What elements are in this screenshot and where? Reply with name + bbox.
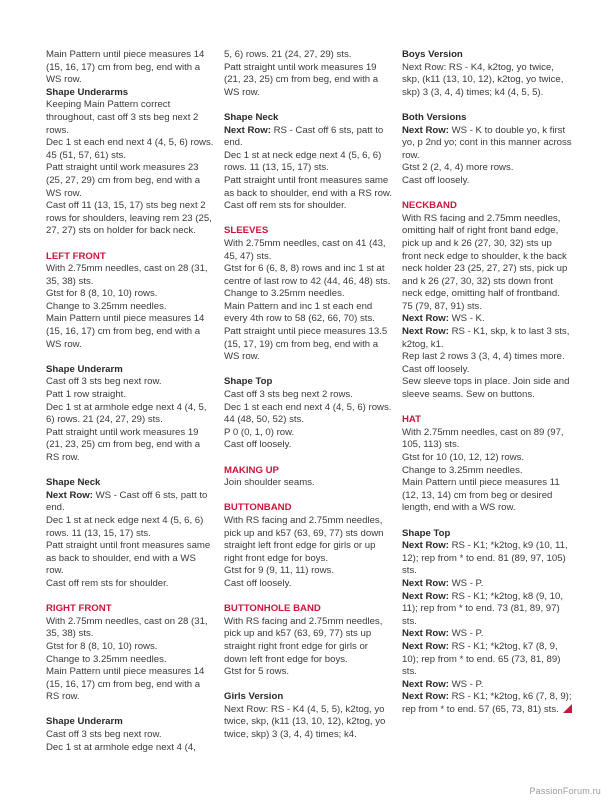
next-row-label: Next Row: <box>402 678 449 690</box>
both-versions-text-1: Next Row: WS - K to double yo, k first yo, p 2nd yo; cont in this manner across row. <box>402 124 572 161</box>
end-triangle-icon <box>563 704 572 713</box>
right-front-text-9: Next Row: RS - Cast off 6 sts, patt to end. <box>224 124 384 149</box>
heading-shape-underarm-2: Shape Underarm <box>46 716 123 728</box>
heading-shape-underarm: Shape Underarm <box>46 363 123 375</box>
hat-text-11: Next Row: RS - K1; *k2tog, k6 (7, 8, 9); rep from * to end. 57 (65, 73, 81) sts. <box>402 691 572 715</box>
sleeves-text-9: Cast off loosely. <box>224 439 292 451</box>
heading-both-versions: Both Versions <box>402 111 467 123</box>
heading-shape-underarms: Shape Underarms <box>46 86 129 98</box>
right-front-text-2: Gtst for 8 (8, 10, 10) rows. <box>46 640 158 652</box>
neckband-text-6: Sew sleeve tops in place. Join side and sleeve seams. Sew on buttons. <box>402 376 570 401</box>
neckband-text-3: Next Row: RS - K1, skp, k to last 3 sts, k2tog, k1. <box>402 326 570 350</box>
buttonband-text-1: With RS facing and 2.75mm needles, pick up and k57 (63, 69, 77) sts down straight left front edge for girls or up right front edge for boys. <box>224 514 384 564</box>
right-front-text-12: Cast off rem sts for shoulder. <box>224 200 347 212</box>
sleeves-text-3: Change to 3.25mm needles. <box>224 288 345 300</box>
heading-right-front: RIGHT FRONT <box>46 603 112 615</box>
sleeves-text-5: Patt straight until piece measures 13.5 (15, 17, 19) cm from beg, end with a WS row. <box>224 326 388 363</box>
hat-text-8: Next Row: WS - P. <box>402 628 484 640</box>
left-front-text-8: Patt straight until work measures 19 (21, 23, 25) cm from beg, end with a RS row. <box>46 426 201 463</box>
heading-neckband: NECKBAND <box>402 200 457 212</box>
buttonhole-text-2: Gtst for 5 rows. <box>224 666 290 678</box>
right-front-text-3: Change to 3.25mm needles. <box>46 653 167 665</box>
buttonhole-text-1: With RS facing and 2.75mm needles, pick up and k57 (63, 69, 77) sts up straight right front edge for girls or down left front edge for boys. <box>224 615 383 665</box>
heading-girls-version: Girls Version <box>224 691 284 703</box>
heading-making-up: MAKING UP <box>224 464 279 476</box>
left-front-text-9: Next Row: WS - Cast off 6 sts, patt to end. <box>46 489 208 514</box>
next-row-label: Next Row: <box>402 628 449 640</box>
left-front-text-12: Cast off rem sts for shoulder. <box>46 577 169 589</box>
sleeves-text-4: Main Pattern and inc 1 st each end every 4th row to 58 (62, 66, 70) sts. <box>224 300 375 325</box>
heading-shape-neck-2: Shape Neck <box>224 111 279 123</box>
heading-boys-version: Boys Version <box>402 49 463 60</box>
right-front-text-6: Dec 1 st at armhole edge next 4 (4, <box>46 741 196 753</box>
right-front-text-8: Patt straight until work measures 19 (21, 23, 25) cm from beg, end with a WS row. <box>224 61 379 98</box>
buttonband-text-2: Gtst for 9 (9, 11, 11) rows. <box>224 565 335 577</box>
right-front-text-1: With 2.75mm needles, cast on 28 (31, 35, 38) sts. <box>46 615 208 640</box>
next-row-label: Next Row: <box>224 124 271 136</box>
left-front-text-5: Cast off 3 sts beg next row. <box>46 376 162 388</box>
next-row-label: Next Row: <box>46 489 93 501</box>
right-front-text-7: 5, 6) rows. 21 (24, 27, 29) sts. <box>224 49 352 60</box>
heading-buttonhole-band: BUTTONHOLE BAND <box>224 603 321 615</box>
back-text-5: Cast off 11 (13, 15, 17) sts beg next 2 rows for shoulders, leaving rem 23 (25, 27, 27) sts on holder for back neck. <box>46 200 212 237</box>
heading-hat-shape-top: Shape Top <box>402 527 451 539</box>
heading-left-front: LEFT FRONT <box>46 250 106 262</box>
left-front-text-6: Patt 1 row straight. <box>46 389 126 401</box>
hat-text-1: With 2.75mm needles, cast on 89 (97, 105, 113) sts. <box>402 426 564 451</box>
sleeves-text-7: Dec 1 st each end next 4 (4, 5, 6) rows. 44 (48, 50, 52) sts. <box>224 401 392 426</box>
next-row-label: Next Row: <box>402 313 449 325</box>
right-front-text-10: Dec 1 st at neck edge next 4 (5, 6, 6) rows. 11 (13, 15, 17) sts. <box>224 149 382 174</box>
left-front-text-7: Dec 1 st at armhole edge next 4 (4, 5, 6) rows. 21 (24, 27, 29) sts. <box>46 401 207 426</box>
neckband-text-4: Rep last 2 rows 3 (3, 4, 4) times more. <box>402 351 565 363</box>
sleeves-text-1: With 2.75mm needles, cast on 41 (43, 45, 47) sts. <box>224 237 386 262</box>
sleeves-text-2: Gtst for 6 (6, 8, 8) rows and inc 1 st at centre of last row to 42 (44, 46, 48) sts. <box>224 263 391 287</box>
hat-text-10: Next Row: WS - P. <box>402 678 484 690</box>
hat-text-4: Main Pattern until piece measures 11 (12, 13, 14) cm from beg or desired length, end with a WS row. <box>402 477 560 514</box>
sleeves-text-8: P 0 (0, 1, 0) row. <box>224 426 295 438</box>
next-row-label: Next Row: <box>402 540 449 552</box>
left-front-text-2: Gtst for 8 (8, 10, 10) rows. <box>46 288 158 300</box>
hat-text-5: Next Row: RS - K1; *k2tog, k9 (10, 11, 12); rep from * to end. 81 (89, 97, 105) sts. <box>402 540 568 577</box>
making-up-text-1: Join shoulder seams. <box>224 477 315 489</box>
sleeves-text-6: Cast off 3 sts beg next 2 rows. <box>224 389 353 401</box>
hat-text-9: Next Row: RS - K1; *k2tog, k7 (8, 9, 10); rep from * to end. 65 (73, 81, 89) sts. <box>402 640 561 678</box>
back-text-4: Patt straight until work measures 23 (25, 27, 29) cm from beg, end with a WS row. <box>46 162 201 199</box>
neckband-text-5: Cast off loosely. <box>402 363 470 375</box>
both-versions-text-2: Gtst 2 (2, 4, 4) more rows. <box>402 162 514 174</box>
neckband-text-2: Next Row: WS - K. <box>402 313 485 325</box>
column-3 <box>402 49 572 716</box>
neckband-text-1: With RS facing and 2.75mm needles, omitting half of right front band edge, pick up and k 26 (27, 30, 32) sts up front neck edge to shoulder, k the back neck holder 23 (25, 27, 27) sts, pick up and k 26 (27, 30, 32) sts down front neck edge, omitting half of frontband. 75 (79, 87, 91) sts. <box>402 212 568 312</box>
heading-buttonband: BUTTONBAND <box>224 502 292 514</box>
heading-hat: HAT <box>402 414 422 426</box>
left-front-text-4: Main Pattern until piece measures 14 (15, 16, 17) cm from beg, end with a WS row. <box>46 313 205 350</box>
girls-version-text: Next Row: RS - K4 (4, 5, 5), k2tog, yo twice, skp, (k11 (13, 10, 12), k2tog, yo twice, skp) 3 (3, 4, 4) times; k4. <box>224 703 386 741</box>
hat-text-6: Next Row: WS - P. <box>402 577 484 589</box>
next-row-label: Next Row: <box>402 577 449 589</box>
next-row-label: Next Row: <box>402 640 449 652</box>
right-front-text-4: Main Pattern until piece measures 14 (15, 16, 17) cm from beg, end with a RS row. <box>46 666 205 703</box>
both-versions-text-3: Cast off loosely. <box>402 174 470 186</box>
left-front-text-11: Patt straight until front measures same as back to shoulder, end with a WS row. <box>46 540 211 577</box>
back-text-3: Dec 1 st each end next 4 (4, 5, 6) rows. 45 (51, 57, 61) sts. <box>46 137 214 161</box>
hat-text-2: Gtst for 10 (10, 12, 12) rows. <box>402 452 525 463</box>
buttonband-text-3: Cast off loosely. <box>224 577 292 589</box>
column-1 <box>46 49 214 754</box>
boys-version-text: Next Row: RS - K4, k2tog, yo twice, skp, (k11 (13, 10, 12), k2tog, yo twice, skp) 3 (3, 4, 4) times; k4 (4, 5, 5). <box>402 61 564 98</box>
hat-text-3: Change to 3.25mm needles. <box>402 464 523 476</box>
heading-sleeves: SLEEVES <box>224 225 269 237</box>
right-front-text-11: Patt straight until front measures same as back to shoulder, end with a RS row. <box>224 174 392 199</box>
heading-shape-neck: Shape Neck <box>46 477 101 489</box>
heading-shape-top: Shape Top <box>224 376 273 388</box>
right-front-text-5: Cast off 3 sts beg next row. <box>46 729 162 741</box>
left-front-text-3: Change to 3.25mm needles. <box>46 300 167 312</box>
back-text-2: Keeping Main Pattern correct throughout, cast off 3 sts beg next 2 rows. <box>46 99 199 136</box>
watermark: PassionForum.ru <box>529 786 601 796</box>
column-2 <box>224 49 392 742</box>
hat-text-7: Next Row: RS - K1; *k2tog, k8 (9, 10, 11); rep from * to end. 73 (81, 89, 97) sts. <box>402 590 564 627</box>
left-front-text-10: Dec 1 st at neck edge next 4 (5, 6, 6) rows. 11 (13, 15, 17) sts. <box>46 514 204 539</box>
back-text-1: Main Pattern until piece measures 14 (15, 16, 17) cm from beg, end with a WS row. <box>46 49 205 86</box>
next-row-label: Next Row: <box>402 326 449 338</box>
next-row-label: Next Row: <box>402 691 449 703</box>
next-row-label: Next Row: <box>402 124 449 136</box>
left-front-text-1: With 2.75mm needles, cast on 28 (31, 35, 38) sts. <box>46 263 208 287</box>
next-row-label: Next Row: <box>402 590 449 602</box>
